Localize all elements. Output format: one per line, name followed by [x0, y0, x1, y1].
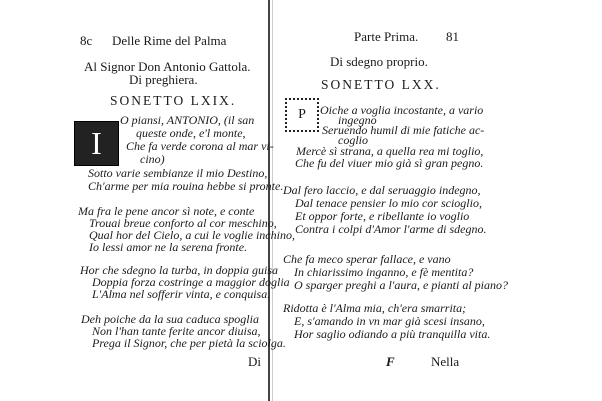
verse-line: Dal tenace pensier lo mio cor scioglio,	[295, 196, 482, 210]
verse-line: Deh poiche da la sua caduca spoglia	[81, 312, 259, 326]
left-page-number: 8c	[80, 33, 93, 48]
verse-line: queste onde, e'l monte,	[136, 126, 246, 140]
verse-line: Qual hor del Cielo, a cui le voglie inchino,	[89, 228, 295, 242]
verse-line: Seruendo humil di mie fatiche ac-	[322, 123, 485, 137]
verse-line: Contra i colpi d'Amor l'arme di sdegno.	[295, 222, 487, 236]
ornamental-drop-cap	[285, 98, 319, 132]
verse-line: Che fu del viuer mio già sì gran pegno.	[295, 156, 484, 170]
verse-line: In chiarissimo inganno, e fè mentita?	[294, 265, 474, 279]
verse-line: Ridotta è l'Alma mia, ch'era smarrita;	[283, 301, 467, 315]
sonnet-title: SONETTO LXX.	[321, 77, 441, 92]
verse-line: Hor saglio odiando a più tranquilla vita.	[294, 327, 491, 341]
verse-line: Doppia forza costringe a maggior doglia	[92, 275, 290, 289]
verse-line: coglio	[338, 133, 368, 147]
verse-line: Ma fra le pene ancor sì note, e conte	[78, 204, 255, 218]
poem-subject: Di sdegno proprio.	[330, 54, 428, 69]
ornamental-drop-cap	[74, 121, 119, 166]
verse-line: O piansi, ANTONIO, (il san	[120, 113, 255, 127]
verse-line: Mercè sì strana, a quella rea mi toglio,	[296, 144, 484, 158]
verse-line: Hor che sdegno la turba, in doppia guisa	[80, 263, 278, 277]
drop-cap-letter: I	[91, 125, 102, 161]
verse-line: Oiche a voglia incostante, a vario	[320, 103, 484, 117]
verse-line: cino)	[140, 152, 165, 166]
dedication: Al Signor Don Antonio Gattola.	[84, 59, 251, 74]
verse-line: Et oppor forte, e ribellante io voglio	[295, 209, 470, 223]
signature-mark: F	[386, 354, 395, 369]
verse-line: ingegno	[338, 113, 377, 127]
right-page-number: 81	[446, 29, 459, 44]
left-running-head: Delle Rime del Palma	[112, 33, 227, 48]
verse-line: Sotto varie sembianze il mio Destino,	[88, 166, 268, 180]
verse-line: E, s'amando in vn mar già scesi insano,	[294, 314, 485, 328]
verse-line: Prega il Signor, che per pietà la sciolga.	[92, 336, 286, 350]
verse-line: Dal fero laccio, e dal seruaggio indegno,	[283, 183, 481, 197]
verse-line: Trouai breue conforto al cor meschino,	[89, 216, 277, 230]
right-running-head: Parte Prima.	[354, 29, 419, 44]
verse-line: Che fa meco sperar fallace, e vano	[283, 252, 451, 266]
verse-line: Non l'han tante ferite ancor diuisa,	[92, 324, 261, 338]
poem-subject: Di preghiera.	[129, 72, 198, 87]
catchword: Nella	[431, 354, 460, 369]
sonnet-title: SONETTO LXIX.	[110, 93, 237, 108]
verse-line: L'Alma nel sofferir vinta, e conquisa.	[92, 287, 271, 301]
verse-line: Io lessi amor ne la serena fronte.	[89, 240, 248, 254]
verse-line: O sparger preghi a l'aura, e pianti al piano?	[294, 278, 509, 292]
drop-cap-letter: P	[298, 107, 306, 122]
verse-line: Ch'arme per mia rouina hebbe si pronte.	[88, 179, 284, 193]
catchword: Di	[248, 354, 261, 369]
verse-line: Che fa verde corona al mar vi-	[126, 139, 274, 153]
